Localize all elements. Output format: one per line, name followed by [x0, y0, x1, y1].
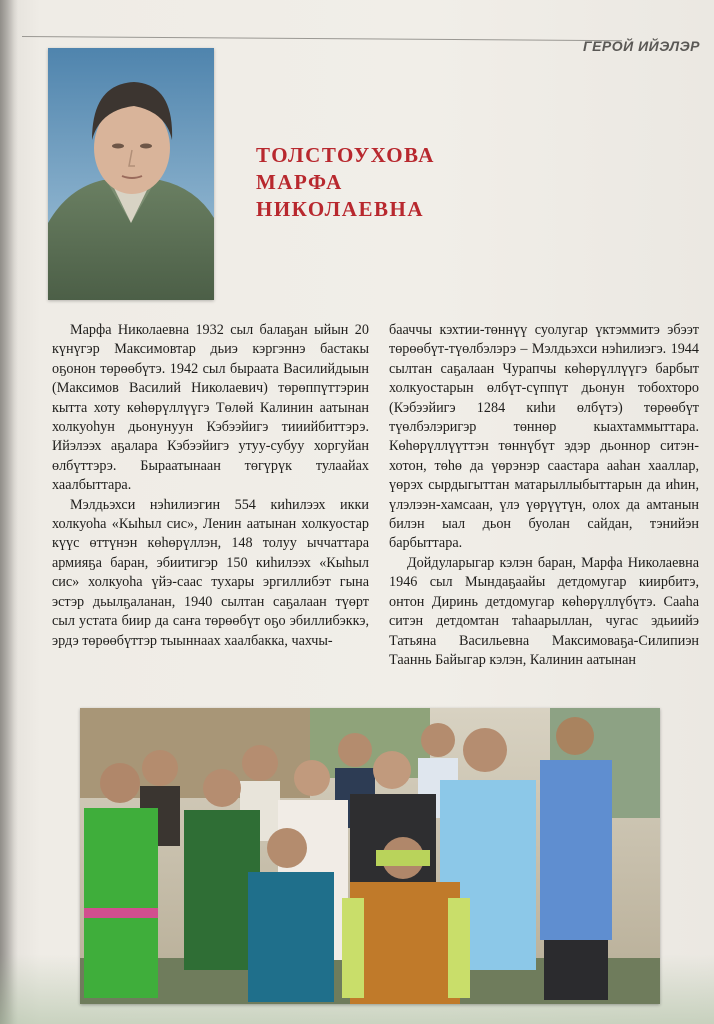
running-head: ГЕРОЙ ИЙЭЛЭР — [583, 38, 700, 54]
paragraph: Марфа Николаевна 1932 сыл балаҕан ыйын 20 күнүгэр Максимовтар дьиэ кэргэннэ бастакы оҕонон төрөөбүтэ. 1942 сыл быраата Василийдыын (Максимов Василий Николаевич) төрөппүттэрин кытта хоту көһөрүллүүгэ Төлөй Калинин аатынан холкуоһун дьонунуун Кэбээйигэ тииийбиттэрэ. Ийэлээх аҕалара Кэбээйигэ утуу-субуу хоргуйан өлбүттэрэ. Быраатынаан төгүрүк тулаайах хаалбыттара. — [52, 322, 369, 494]
article-column-left — [52, 321, 369, 651]
group-photo-illustration — [80, 708, 660, 1004]
portrait-photo — [48, 48, 214, 300]
paragraph: Мэлдьэхси нэһилиэгин 554 киһилээх икки холкуоһа «Кыһыл сис», Ленин аатынан холкуостар күүс өттүнэн көһөрүллэн, 148 толуу ыччаттара армияҕа баран, эбиитигэр 150 киһилээх «Кыһыл сис» холкуоһа үйэ-саас тухары эргиллибэт гына эстэр дьылҕаланан, 1940 сылтан саҕалаан түөрт сыл устата биир да саҥа төрөөбүт оҕо эбиллибэккэ, эрдэ төрөөбүттэр тыыннаах хаалбакка, чахчы- — [52, 496, 369, 649]
paragraph: бааччы кэхтии-төннүү суолугар үктэммитэ эбээт төрөөбүт-түөлбэлэрэ – Мэлдьэхси нэһилиэгэ. 1944 сылтан саҕалаан Чурапчы көһөрүллүүгэ барбыт холкуостарын өлбүт-сүппүт дьонун тобохторо (Кэбээйигэ 1284 киһи өлбүтэ) төрөөбүт түөлбэлэригэр төннөр кыахтаммыттара. Көһөрүллүүттэн төннүбүт эдэр дьоннор ситэн-хотон, төһө да үөрэнэр саастара ааһан хааллар, үөрэх сырдыгыттан матарыллыбыттарын да иһин, үлэлээн-хамсаан, үлэ үөрүүтүн, олох да амтанын билэн ыал дьон буолан сайдан, тэнийэн барбыттара. — [389, 322, 699, 552]
article-title — [256, 142, 435, 223]
article-column-right — [389, 321, 699, 670]
portrait-illustration — [48, 48, 214, 300]
title-patronymic: НИКОЛАЕВНА — [256, 197, 424, 221]
header-rule — [22, 36, 622, 41]
title-given-name: МАРФА — [256, 170, 343, 194]
title-surname: ТОЛСТОУХОВА — [256, 143, 435, 167]
group-photo — [80, 708, 660, 1004]
paragraph: Дойдуларыгар кэлэн баран, Марфа Николаевна 1946 сыл Мындаҕаайы детдомугар киирбитэ, онтон Диринь детдомугар көһөрүллүбүтэ. Сааһа ситэн детдомтан таһаарыллан, чугас эдьиийэ Татьяна Васильевна Максимоваҕа-Силипиэн Тааннь Байыгар кэлэн, Калинин аатынан — [389, 554, 699, 668]
